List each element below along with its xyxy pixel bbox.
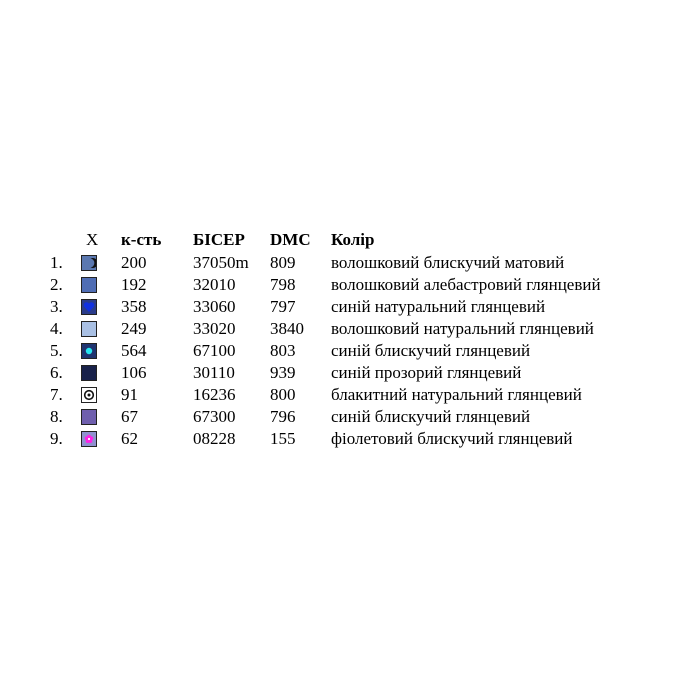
row-number: 5. <box>50 341 63 360</box>
row-number: 1. <box>50 253 63 272</box>
bead-column-header: БІСЕР <box>193 230 245 249</box>
quantity-value: 200 <box>121 253 147 272</box>
legend-row <box>0 428 700 450</box>
row-number: 3. <box>50 297 63 316</box>
dmc-code: 796 <box>270 407 296 426</box>
bead-code: 33020 <box>193 319 236 338</box>
row-number: 2. <box>50 275 63 294</box>
color-name: волошковий натуральний глянцевий <box>331 319 594 338</box>
dmc-code: 3840 <box>270 319 304 338</box>
bead-code: 67100 <box>193 341 236 360</box>
quantity-value: 62 <box>121 429 138 448</box>
quantity-value: 192 <box>121 275 147 294</box>
heart-icon <box>81 299 97 315</box>
row-number: 8. <box>50 407 63 426</box>
bead-code: 30110 <box>193 363 235 382</box>
dmc-code: 809 <box>270 253 296 272</box>
bead-code: 08228 <box>193 429 236 448</box>
quantity-value: 106 <box>121 363 147 382</box>
color-swatch <box>81 409 97 425</box>
quantity-value: 67 <box>121 407 138 426</box>
dmc-code: 798 <box>270 275 296 294</box>
bead-code: 32010 <box>193 275 236 294</box>
legend-rows <box>0 252 700 450</box>
legend-row <box>0 340 700 362</box>
bead-code: 37050m <box>193 253 249 272</box>
color-column-header: Колір <box>331 230 375 249</box>
dmc-code: 939 <box>270 363 296 382</box>
cyan-dot-icon <box>81 343 97 359</box>
legend-row <box>0 296 700 318</box>
row-number: 9. <box>50 429 63 448</box>
dmc-code: 800 <box>270 385 296 404</box>
color-swatch <box>81 321 97 337</box>
color-name: синій прозорий глянцевий <box>331 363 522 382</box>
bead-code: 16236 <box>193 385 236 404</box>
legend-row <box>0 274 700 296</box>
color-swatch <box>81 365 97 381</box>
magenta-flower-icon <box>81 431 97 447</box>
bead-code: 67300 <box>193 407 236 426</box>
crescent-moon-icon <box>81 255 97 271</box>
legend-row <box>0 384 700 406</box>
bead-code: 33060 <box>193 297 236 316</box>
legend-row <box>0 406 700 428</box>
symbol-column-header: X <box>86 230 99 249</box>
color-name: волошковий алебастровий глянцевий <box>331 275 601 294</box>
row-number: 7. <box>50 385 63 404</box>
dmc-column-header: DMC <box>270 230 311 249</box>
quantity-value: 358 <box>121 297 147 316</box>
quantity-value: 564 <box>121 341 147 360</box>
bead-legend-table <box>0 228 700 450</box>
color-name: блакитний натуральний глянцевий <box>331 385 582 404</box>
legend-header-row <box>0 228 700 252</box>
color-name: фіолетовий блискучий глянцевий <box>331 429 573 448</box>
dmc-code: 803 <box>270 341 296 360</box>
quantity-value: 249 <box>121 319 147 338</box>
color-name: волошковий блискучий матовий <box>331 253 565 272</box>
quantity-value: 91 <box>121 385 138 404</box>
color-name: синій блискучий глянцевий <box>331 341 531 360</box>
legend-row <box>0 318 700 340</box>
dmc-code: 797 <box>270 297 296 316</box>
target-circle-icon <box>81 387 97 403</box>
legend-row <box>0 252 700 274</box>
row-number: 4. <box>50 319 63 338</box>
row-number: 6. <box>50 363 63 382</box>
color-name: синій блискучий глянцевий <box>331 407 531 426</box>
color-swatch <box>81 277 97 293</box>
legend-row <box>0 362 700 384</box>
color-name: синій натуральний глянцевий <box>331 297 546 316</box>
dmc-code: 155 <box>270 429 296 448</box>
quantity-column-header: к-сть <box>121 230 162 249</box>
